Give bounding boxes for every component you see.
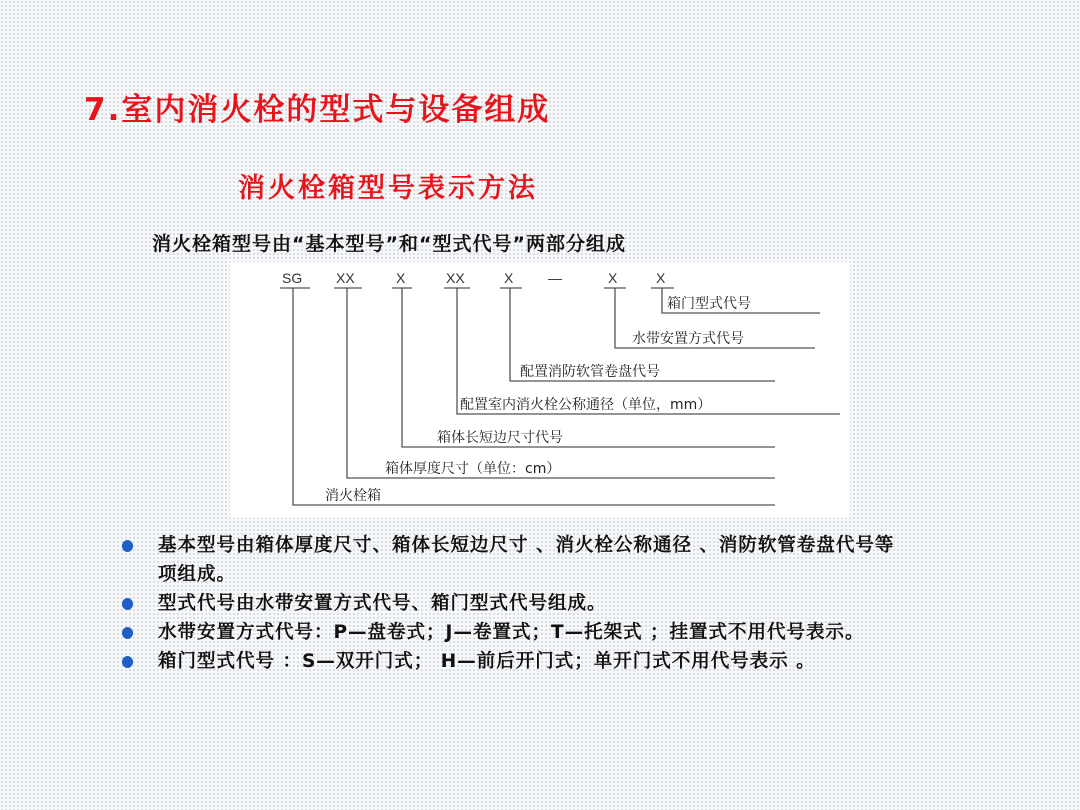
label-size: 箱体长短边尺寸代号 — [437, 430, 563, 446]
bullet-item — [118, 531, 908, 589]
slide-title: 7.室内消火栓的型式与设备组成 — [84, 92, 551, 128]
code-reel: X — [504, 270, 514, 286]
code-diameter: XX — [446, 270, 465, 286]
bullet-text: 基本型号由箱体厚度尺寸、箱体长短边尺寸 、消火栓公称通径 、消防软管卷盘代号等项组成。 — [158, 535, 895, 585]
model-code-diagram — [230, 262, 850, 518]
code-hose: X — [608, 270, 618, 286]
code-dash: — — [548, 270, 562, 286]
code-thickness: XX — [336, 270, 355, 286]
code-door: X — [656, 270, 666, 286]
label-diameter: 配置室内消火栓公称通径（单位，mm） — [460, 397, 712, 413]
label-hose-placement: 水带安置方式代号 — [632, 331, 744, 347]
diagram-lines — [230, 262, 850, 518]
intro-text: 消火栓箱型号由“基本型号”和“型式代号”两部分组成 — [152, 233, 626, 255]
bullet-text: 型式代号由水带安置方式代号、箱门型式代号组成。 — [158, 593, 607, 614]
bullet-item — [118, 647, 908, 676]
bullet-text: 水带安置方式代号：P—盘卷式；J—卷置式；T—托架式 ；挂置式不用代号表示。 — [158, 622, 865, 643]
label-door-type: 箱门型式代号 — [667, 296, 751, 312]
bullet-list — [118, 531, 908, 676]
label-reel: 配置消防软管卷盘代号 — [520, 364, 660, 380]
label-thickness: 箱体厚度尺寸（单位：cm） — [385, 461, 561, 477]
bullet-icon — [122, 656, 133, 668]
slide-subtitle: 消火栓箱型号表示方法 — [238, 173, 538, 204]
bullet-icon — [122, 627, 133, 639]
bullet-item — [118, 589, 908, 618]
bullet-icon — [122, 598, 133, 610]
label-box: 消火栓箱 — [325, 488, 381, 504]
code-sg: SG — [282, 270, 303, 286]
bullet-icon — [122, 540, 133, 552]
bullet-item — [118, 618, 908, 647]
code-size: X — [396, 270, 406, 286]
bullet-text: 箱门型式代号 ：S—双开门式； H—前后开门式；单开门式不用代号表示 。 — [158, 651, 816, 672]
